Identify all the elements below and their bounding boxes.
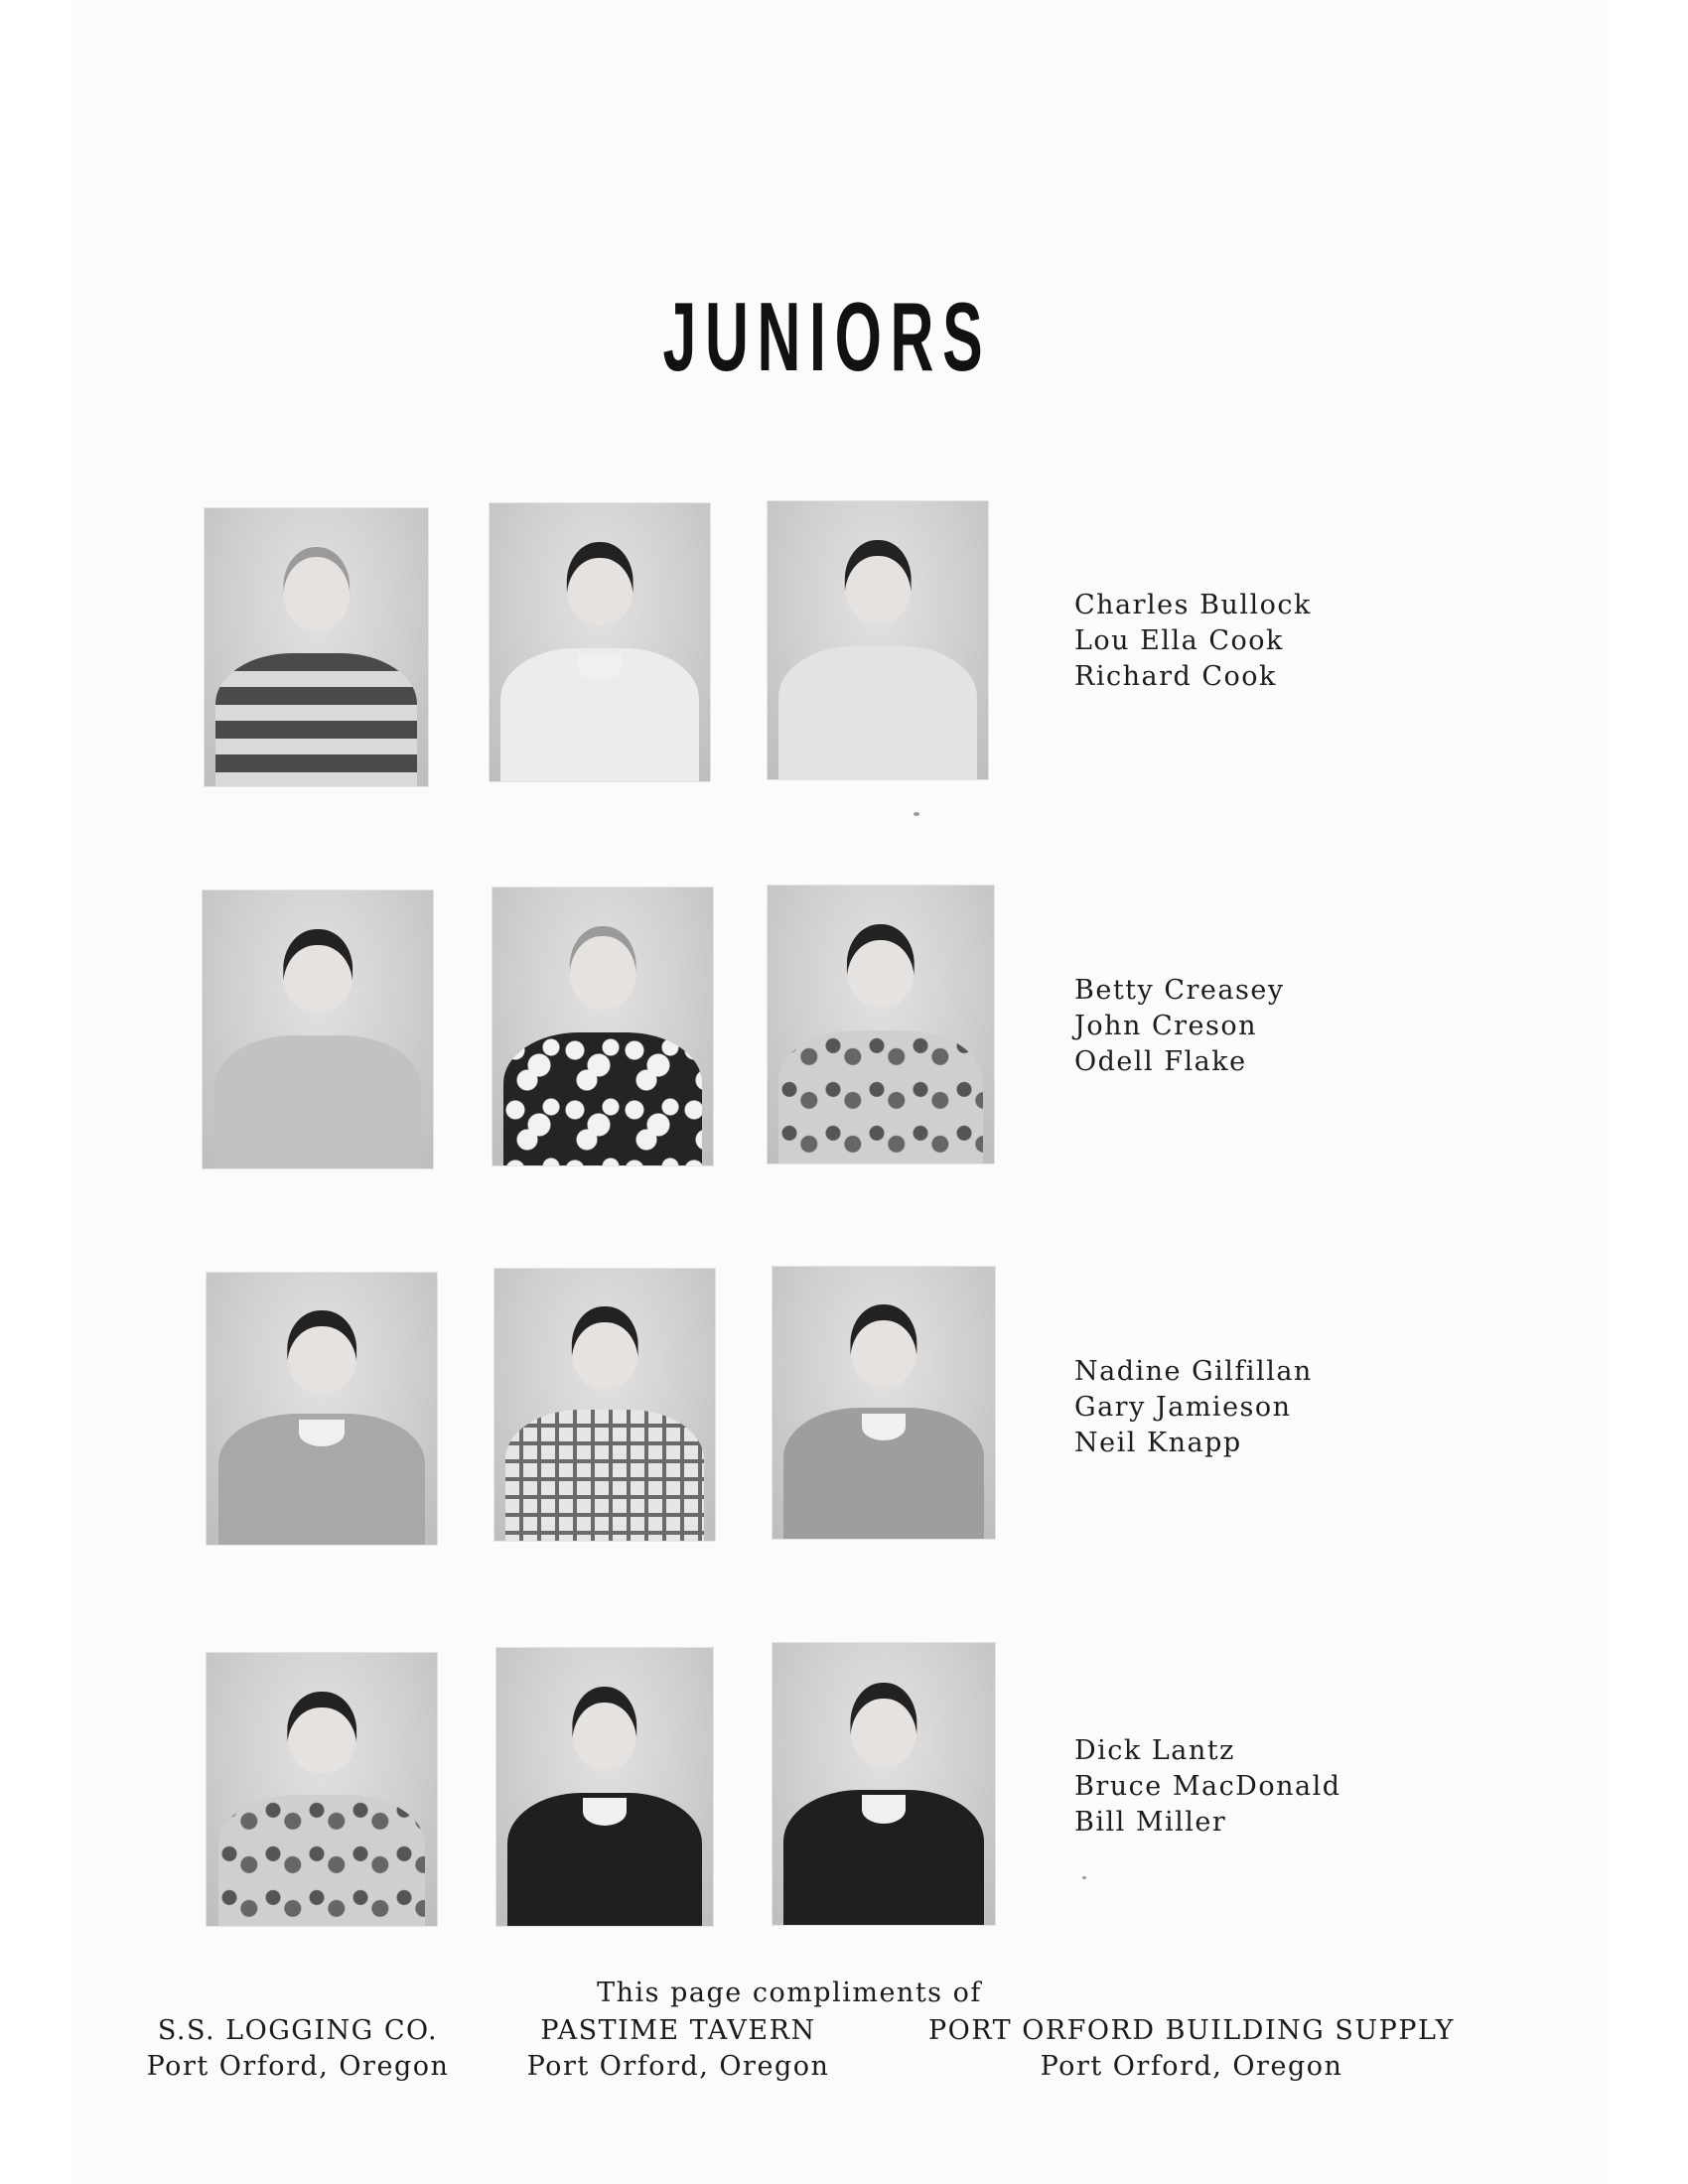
sponsor-location: Port Orford, Oregon [1040, 2051, 1343, 2082]
student-name: Nadine Gilfillan [1074, 1356, 1313, 1387]
sponsor-pastime-tavern [504, 2013, 852, 2085]
student-name: Odell Flake [1074, 1046, 1247, 1077]
student-name: Betty Creasey [1074, 975, 1285, 1006]
student-photo-dick-lantz [207, 1653, 437, 1926]
footer-intro: This page compliments of [597, 1978, 982, 2008]
name-list-row-1 [1074, 588, 1312, 695]
student-name: Dick Lantz [1074, 1735, 1235, 1766]
student-photo-john-creson [492, 887, 713, 1165]
student-name: Bruce MacDonald [1074, 1771, 1341, 1802]
student-name: Charles Bullock [1074, 590, 1312, 620]
student-photo-nadine-gilfillan [207, 1273, 437, 1545]
dust-speck [914, 812, 919, 816]
student-name: Richard Cook [1074, 661, 1277, 692]
sponsor-name: PORT ORFORD BUILDING SUPPLY [927, 2015, 1456, 2046]
student-photo-betty-creasey [203, 890, 433, 1168]
student-photo-charles-bullock [205, 508, 428, 786]
name-list-row-4 [1074, 1733, 1341, 1841]
sponsor-name: S.S. LOGGING CO. [157, 2015, 439, 2046]
sponsor-port-orford-building-supply [884, 2013, 1499, 2085]
name-list-row-3 [1074, 1354, 1313, 1461]
dust-speck [1082, 1876, 1086, 1879]
student-photo-bill-miller [773, 1643, 995, 1925]
page-title: JUNIORS [662, 282, 992, 391]
sponsor-location: Port Orford, Oregon [526, 2051, 830, 2082]
student-name: Gary Jamieson [1074, 1392, 1292, 1423]
sponsor-name: PASTIME TAVERN [540, 2015, 816, 2046]
student-photo-neil-knapp [773, 1267, 995, 1539]
student-photo-odell-flake [768, 886, 994, 1163]
student-name: John Creson [1074, 1011, 1257, 1041]
name-list-row-2 [1074, 973, 1285, 1080]
student-name: Neil Knapp [1074, 1428, 1242, 1458]
student-name: Bill Miller [1074, 1807, 1227, 1838]
sponsor-ss-logging [129, 2013, 467, 2085]
student-photo-richard-cook [768, 501, 988, 779]
student-photo-gary-jamieson [494, 1269, 715, 1541]
student-photo-bruce-macdonald [496, 1648, 713, 1926]
student-photo-lou-ella-cook [490, 503, 710, 781]
sponsor-location: Port Orford, Oregon [146, 2051, 450, 2082]
student-name: Lou Ella Cook [1074, 625, 1284, 656]
